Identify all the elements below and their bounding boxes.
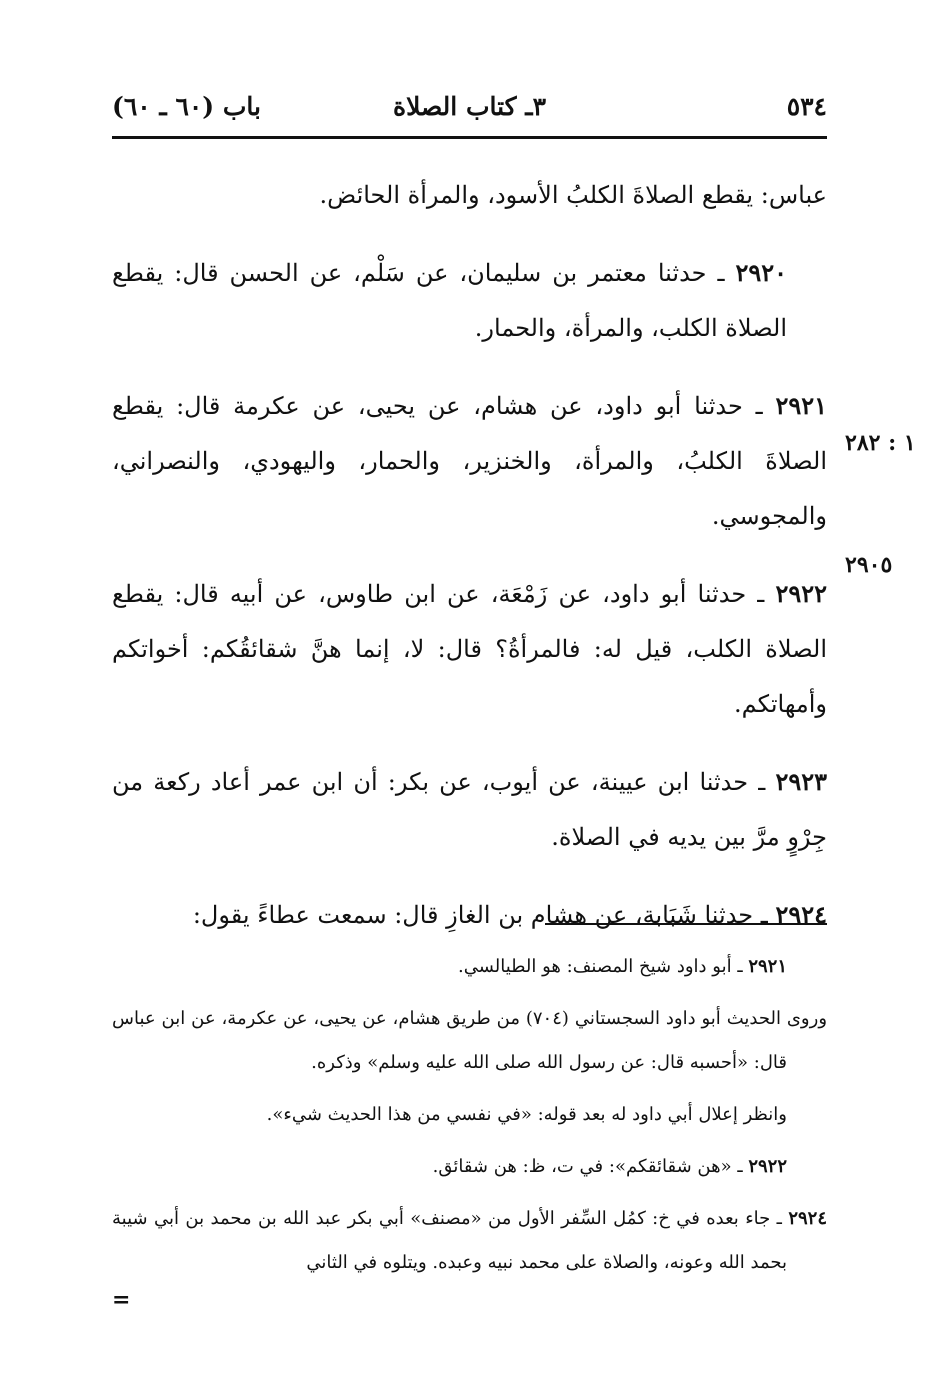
footnote-text: ـ «هن شقائقكم»: في ت، ظ: هن شقائق. <box>432 1156 749 1177</box>
footnote-2921 <box>112 945 827 989</box>
header-rule <box>112 136 827 139</box>
footnotes <box>112 945 827 1285</box>
footnote-text-block: وانظر إعلال أبي داود له بعد قوله: «في نفسي من هذا الحديث شيء». <box>266 1104 787 1125</box>
hadith-number: ٢٩٢٠ <box>735 258 787 287</box>
paragraph-continuation: عباس: يقطع الصلاةَ الكلبُ الأسود، والمرأة الحائض. <box>319 181 827 209</box>
margin-reference: ١ : ٢٨٢ <box>845 430 916 456</box>
footnote-rule <box>545 923 827 925</box>
page-header <box>112 88 827 128</box>
main-text <box>112 168 827 943</box>
hadith-number: ٢٩٢٢ <box>775 579 827 608</box>
hadith-text: ـ حدثنا معتمر بن سليمان، عن سَلْم، عن الحسن قال: يقطع الصلاة الكلب، والمرأة، والحمار. <box>112 259 787 342</box>
hadith-text: ـ حدثنا أبو داود، عن هشام، عن يحيى، عن عكرمة قال: يقطع الصلاةَ الكلبُ، والمرأة، والخنزير، والحمار، واليهودي، والنصراني، والمجوسي. <box>112 392 827 530</box>
margin-reference: ٢٩٠٥ <box>845 552 893 578</box>
hadith-number: ٢٩٢١ <box>775 391 827 420</box>
paragraph-2921 <box>112 378 827 544</box>
paragraph-2923 <box>112 754 827 865</box>
paragraph-2922 <box>112 566 827 732</box>
chapter-range: باب (٦٠ ـ ٦٠) <box>112 92 261 121</box>
hadith-text: ـ حدثنا ابن عيينة، عن أيوب، عن بكر: أن ابن عمر أعاد ركعة من جِرْوٍ مرَّ بين يديه في الصلاة. <box>112 768 827 851</box>
hadith-text: ـ حدثنا أبو داود، عن زَمْعَة، عن ابن طاوس، عن أبيه قال: يقطع الصلاة الكلب، قيل له: فالمرأةُ؟ قال: لا، إنما هنَّ شقائقُكم: أخواتكم وأمهاتكم. <box>112 580 827 718</box>
footnote-text-block: وروى الحديث أبو داود السجستاني (٧٠٤) من طريق هشام، عن يحيى، عن عكرمة، عن ابن عباس قال: «أحسبه قال: عن رسول الله صلى الله عليه وسلم» وذكره. <box>112 1008 828 1073</box>
hadith-number: ٢٩٢٤ <box>775 900 827 929</box>
continuation-mark: = <box>112 1287 131 1313</box>
book-title: ٣ـ كتاب الصلاة <box>392 92 547 121</box>
footnote-number: ٢٩٢١ <box>748 956 787 977</box>
footnote-text: ـ جاء بعده في خ: كمُل السِّفر الأول من «مصنف» أبي بكر عبد الله بن محمد بن أبي شيبة بحمد الله وعونه، والصلاة على محمد نبيه وعبده. ويتلوه في الثاني <box>112 1208 789 1273</box>
footnote-2924 <box>112 1197 827 1285</box>
page-number: ٥٣٤ <box>786 92 827 121</box>
paragraph-2924 <box>112 887 827 943</box>
hadith-text: ـ حدثنا شَبَابة، عن هشام بن الغازِ قال: سمعت عطاءً يقول: <box>192 901 776 929</box>
footnote-number: ٢٩٢٤ <box>788 1208 827 1229</box>
footnote-text: ـ أبو داود شيخ المصنف: هو الطيالسي. <box>457 956 749 977</box>
footnote-number: ٢٩٢٢ <box>748 1156 787 1177</box>
footnote-2922 <box>112 1145 827 1189</box>
hadith-number: ٢٩٢٣ <box>775 767 827 796</box>
paragraph-2920 <box>112 245 827 356</box>
